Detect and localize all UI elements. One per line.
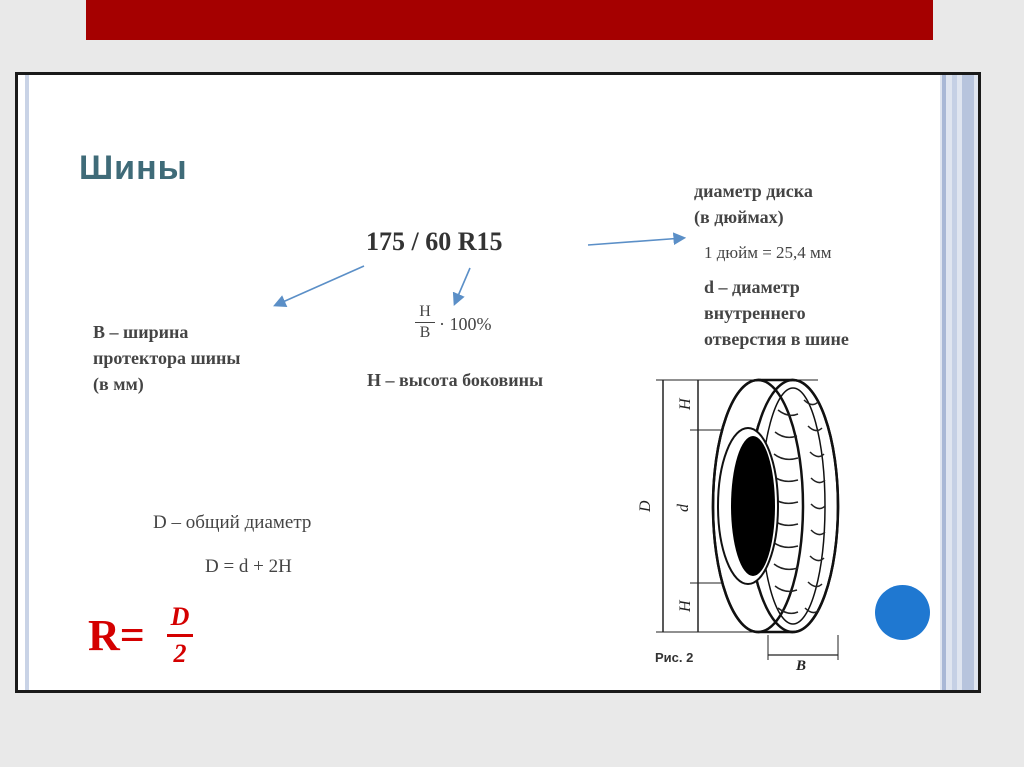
rim-diameter-unit: (в дюймах) — [694, 207, 784, 227]
blue-circle — [875, 585, 930, 640]
sidewall-height-label: H – высота боковины — [367, 370, 544, 390]
width-line3: (в мм) — [93, 374, 144, 394]
radius-numerator: D — [170, 602, 190, 631]
inner-diameter-label: d – диаметр — [704, 277, 800, 297]
overall-diameter-label: D – общий диаметр — [153, 512, 312, 533]
label-D: D — [637, 500, 654, 512]
label-B: B — [796, 658, 807, 670]
ratio-numerator: H — [419, 303, 431, 320]
top-accent-bar — [86, 0, 933, 40]
tire-diagram — [618, 370, 848, 670]
label-H-bottom: H — [677, 600, 694, 612]
width-label: B – ширина — [93, 322, 189, 342]
radius-formula — [88, 602, 190, 668]
width-line2: протектора шины — [93, 348, 241, 368]
inner-diameter-line2: внутреннего — [704, 303, 806, 323]
arrow-to-rim — [588, 238, 683, 245]
inch-conversion: 1 дюйм = 25,4 мм — [704, 243, 832, 262]
tire-size-code: 175 / 60 R15 — [366, 227, 503, 256]
inner-diameter-line3: отверстия в шине — [704, 329, 849, 349]
ratio-denominator: B — [419, 324, 431, 341]
label-d: d — [675, 504, 692, 512]
radius-denominator: 2 — [173, 639, 187, 668]
label-H-top: H — [677, 398, 694, 410]
arrow-to-width — [276, 266, 364, 305]
diameter-formula: D = d + 2H — [205, 556, 292, 577]
slide — [15, 72, 981, 693]
ratio-percent: · 100% — [439, 314, 492, 334]
radius-fraction — [167, 602, 193, 669]
figure-caption: Рис. 2 — [655, 650, 694, 665]
radius-lhs: R= — [88, 611, 145, 660]
arrow-to-ratio — [455, 268, 470, 303]
rim-diameter-label: диаметр диска — [694, 181, 813, 201]
slide-title: Шины — [79, 149, 188, 187]
